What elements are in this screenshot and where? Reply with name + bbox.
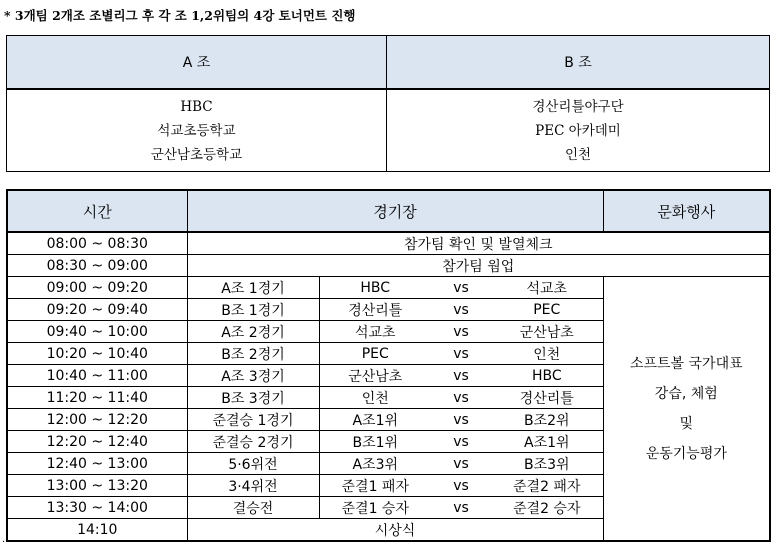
time-cell: 08:00 ~ 08:30 xyxy=(7,232,187,255)
team2-cell: PEC xyxy=(491,299,603,321)
notice-text: * 3개팀 2개조 조별리그 후 각 조 1,2위팀의 4강 토너먼트 진행 xyxy=(4,8,356,23)
time-cell: 13:00 ~ 13:20 xyxy=(7,475,187,497)
team1-cell: PEC xyxy=(319,343,431,365)
group-table xyxy=(6,35,770,172)
table-row xyxy=(7,255,770,277)
game-label-cell: A조 1경기 xyxy=(187,277,319,299)
culture-line: 운동기능평가 xyxy=(645,445,727,462)
team1-cell: 석교초 xyxy=(319,321,431,343)
team1-cell: 인천 xyxy=(319,387,431,409)
vs-cell: vs xyxy=(431,497,491,519)
team2-cell: 경산리틀 xyxy=(491,387,603,409)
game-label-cell: 3·4위전 xyxy=(187,475,319,497)
team1-cell: 준결1 승자 xyxy=(319,497,431,519)
team2-cell: HBC xyxy=(491,365,603,387)
team2-cell: 석교초 xyxy=(491,277,603,299)
vs-cell: vs xyxy=(431,321,491,343)
vs-cell: vs xyxy=(431,299,491,321)
group-a-header: A 조 xyxy=(7,36,387,90)
game-label-cell: A조 2경기 xyxy=(187,321,319,343)
culture-line: 소프트볼 국가대표 xyxy=(629,355,743,372)
time-header: 시간 xyxy=(7,190,187,232)
time-cell: 09:00 ~ 09:20 xyxy=(7,277,187,299)
group-b-header: B 조 xyxy=(387,36,770,90)
team2-cell: B조2위 xyxy=(491,409,603,431)
vs-cell: vs xyxy=(431,365,491,387)
table-row xyxy=(7,232,770,255)
group-a-teams xyxy=(7,89,387,172)
team-name: HBC xyxy=(180,99,213,115)
vs-cell: vs xyxy=(431,343,491,365)
game-label-cell: 준결승 2경기 xyxy=(187,431,319,453)
game-label-cell: 5·6위전 xyxy=(187,453,319,475)
vs-cell: vs xyxy=(431,431,491,453)
team2-cell: B조3위 xyxy=(491,453,603,475)
team2-cell: 인천 xyxy=(491,343,603,365)
event-cell: 참가팀 확인 및 발열체크 xyxy=(187,232,770,255)
time-cell: 12:40 ~ 13:00 xyxy=(7,453,187,475)
team2-cell: 준결2 패자 xyxy=(491,475,603,497)
team-name: 인천 xyxy=(564,147,592,163)
game-label-cell: A조 3경기 xyxy=(187,365,319,387)
team1-cell: B조1위 xyxy=(319,431,431,453)
event-cell: 참가팀 웜업 xyxy=(187,255,770,277)
time-cell: 09:40 ~ 10:00 xyxy=(7,321,187,343)
team2-cell: A조1위 xyxy=(491,431,603,453)
vs-cell: vs xyxy=(431,277,491,299)
team1-cell: A조3위 xyxy=(319,453,431,475)
game-label-cell: B조 3경기 xyxy=(187,387,319,409)
team-name: 석교초등학교 xyxy=(157,123,236,139)
team-name: 경산리틀야구단 xyxy=(532,99,624,115)
culture-line: 강습, 체험 xyxy=(654,385,718,402)
group-b-teams xyxy=(387,89,770,172)
game-label-cell: B조 2경기 xyxy=(187,343,319,365)
team2-cell: 준결2 승자 xyxy=(491,497,603,519)
team-name: 군산남초등학교 xyxy=(150,147,243,163)
table-row xyxy=(7,277,770,299)
vs-cell: vs xyxy=(431,387,491,409)
venue-header: 경기장 xyxy=(187,190,603,232)
time-cell: 10:40 ~ 11:00 xyxy=(7,365,187,387)
time-cell: 14:10 xyxy=(7,519,187,542)
time-cell: 13:30 ~ 14:00 xyxy=(7,497,187,519)
vs-cell: vs xyxy=(431,475,491,497)
team2-cell: 군산남초 xyxy=(491,321,603,343)
schedule-table xyxy=(6,189,771,542)
culture-header: 문화행사 xyxy=(603,190,770,232)
game-label-cell: 결승전 xyxy=(187,497,319,519)
team1-cell: 경산리틀 xyxy=(319,299,431,321)
team1-cell: 준결1 패자 xyxy=(319,475,431,497)
time-cell: 10:20 ~ 10:40 xyxy=(7,343,187,365)
footer-mark: . xyxy=(2,534,6,545)
time-cell: 11:20 ~ 11:40 xyxy=(7,387,187,409)
event-cell: 시상식 xyxy=(187,519,603,542)
culture-line: 및 xyxy=(679,415,694,432)
time-cell: 09:20 ~ 09:40 xyxy=(7,299,187,321)
time-cell: 12:20 ~ 12:40 xyxy=(7,431,187,453)
team1-cell: 군산남초 xyxy=(319,365,431,387)
culture-event-cell xyxy=(603,277,770,542)
team1-cell: HBC xyxy=(319,277,431,299)
game-label-cell: 준결승 1경기 xyxy=(187,409,319,431)
vs-cell: vs xyxy=(431,409,491,431)
time-cell: 12:00 ~ 12:20 xyxy=(7,409,187,431)
time-cell: 08:30 ~ 09:00 xyxy=(7,255,187,277)
vs-cell: vs xyxy=(431,453,491,475)
team-name: PEC 아카데미 xyxy=(535,123,621,139)
team1-cell: A조1위 xyxy=(319,409,431,431)
game-label-cell: B조 1경기 xyxy=(187,299,319,321)
